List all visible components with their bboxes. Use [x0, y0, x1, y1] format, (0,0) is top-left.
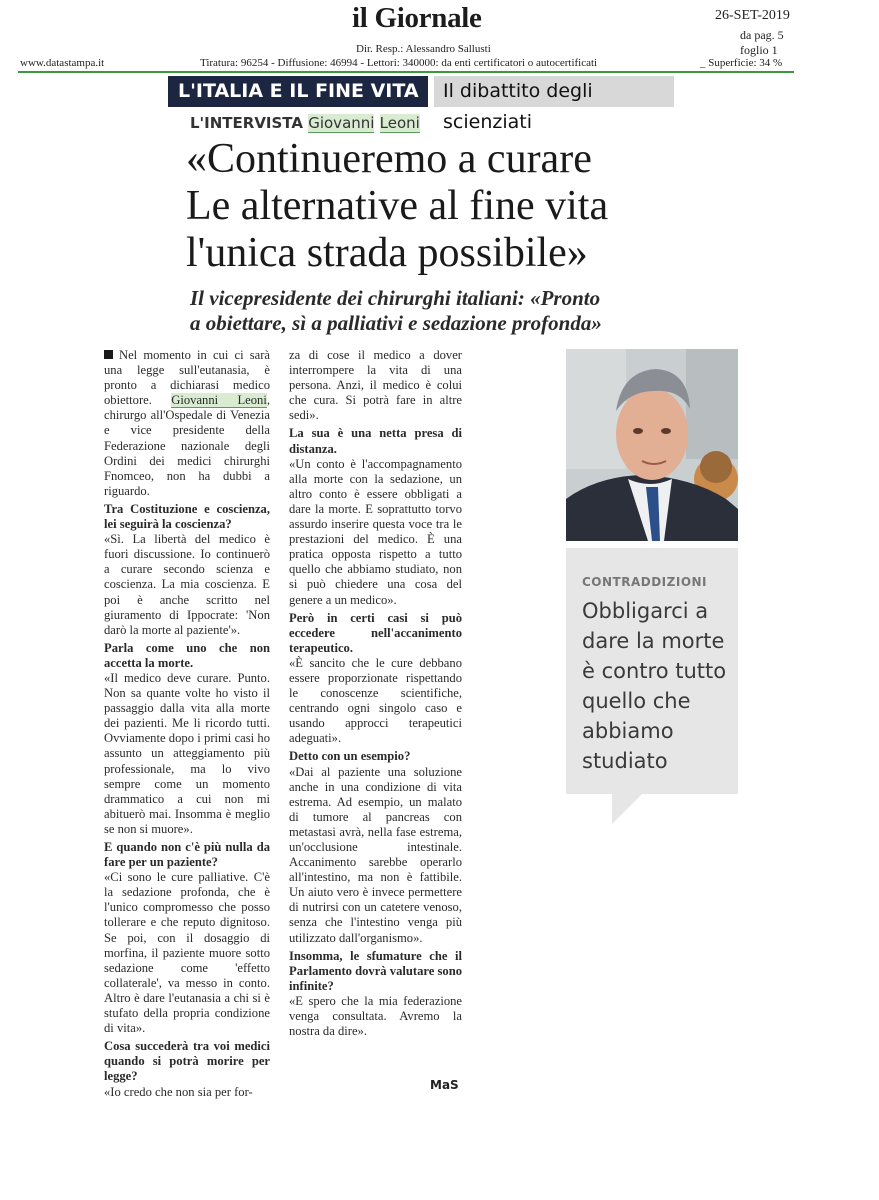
interviewee-photo [566, 349, 738, 541]
surface-info: _ Superficie: 34 % [700, 57, 783, 69]
kicker-label: L'INTERVISTA [190, 114, 309, 132]
answer: «Io credo che non sia per for- [104, 1084, 253, 1099]
interviewee-name: Giovanni Leoni [171, 393, 267, 408]
question: Però in certi casi si può eccedere nell'accanimento terapeutico. [289, 610, 462, 655]
answer: «Un conto è l'accompagnamento alla morte con la sedazione, un altro conto è essere obbligati a dare la morte. E soprattutto torvo assurdo inserire questa voce tra le prestazioni del medico. È una pratica opposta rispetto a tutto quello che abbiamo studiato, non si può chiedere una cosa del genere a un medico». [289, 456, 462, 607]
answer: «È sancito che le cure debbano essere proporzionate rispettando le conoscenze scientifiche, centrando ogni singolo caso e usando approcci terapeutici adeguati». [289, 655, 462, 746]
question: Parla come uno che non accetta la morte. [104, 640, 270, 670]
pull-quote-label: CONTRADDIZIONI [582, 575, 708, 589]
page-reference: da pag. 5 [740, 28, 784, 42]
section-label: L'ITALIA E IL FINE VITA [168, 76, 428, 107]
answer: «E spero che la mia federazione venga consultata. Avremo la nostra da dire». [289, 993, 462, 1039]
sheet-number: foglio 1 [740, 43, 778, 57]
date: 26-SET-2019 [715, 8, 790, 23]
question: Cosa succederà tra voi medici quando si potrà morire per legge? [104, 1039, 270, 1084]
subheadline-line: a obiettare, sì a palliativi e sedazione profonda» [190, 311, 602, 335]
kicker [190, 114, 420, 132]
headline [186, 136, 786, 277]
question: Tra Costituzione e coscienza, lei seguirà la coscienza? [104, 501, 270, 532]
intro-paragraph: Nel momento in cui ci sarà una legge sull'eutanasia, è pronto a dichiarasi medico obiettore. Giovanni Leoni, chirurgo all'Ospedale di Venezia e vice presidente della Federazione nazionale degli Ordini dei medici chirurghi Fnomceo, non ha dubbi a riguardo. [104, 348, 270, 498]
section-sublabel: Il dibattito degli scienziati [434, 76, 674, 107]
circulation-info: Tiratura: 96254 - Diffusione: 46994 - Lettori: 340000: da enti certificatori o autocertificati [200, 57, 598, 69]
headline-line: l'unica strada possibile» [186, 230, 588, 276]
pull-quote-text: Obbligarci a dare la morte è contro tutto quello che abbiamo studiato [582, 599, 727, 773]
subheadline-line: Il vicepresidente dei chirurghi italiani: «Pronto [190, 286, 601, 310]
question: Insomma, le sfumature che il Parlamento dovrà valutare sono infinite? [289, 948, 462, 993]
article-column-1 [104, 348, 270, 1100]
portrait-image [566, 349, 738, 541]
kicker-first-name: Giovanni [308, 114, 375, 132]
header-divider [18, 71, 794, 73]
question: E quando non c'è più nulla da fare per un paziente? [104, 840, 270, 870]
author-signature: MaS [430, 1078, 459, 1092]
kicker-last-name: Leoni [379, 114, 420, 132]
article-column-2 [289, 348, 462, 1039]
bullet-square-icon [104, 350, 113, 359]
subheadline [190, 286, 750, 336]
question: La sua è una netta presa di distanza. [289, 426, 462, 456]
headline-line: Le alternative al fine vita [186, 183, 609, 229]
answer: za di cose il medico a dover interrompere la vita di una persona. Anzi, il medico è colui che cura. Si potrà fare in altre sedi». [289, 348, 462, 423]
speech-bubble-tail-icon [612, 794, 642, 824]
answer: «Sì. La libertà del medico è fuori discussione. Io continuerò a curare secondo scienza e coscienza. La mia coscienza. E poi è anche scritto nel giuramento di Ippocrate: 'Non darò la morte al paziente'». [104, 532, 270, 637]
answer: «Il medico deve curare. Punto. Non sa quante volte ho visto il passaggio dalla vita alla morte dei pazienti. Me li ricordo tutti. Ovviamente dopo i primi casi ho assunto un atteggiamento più professionale, ma lo vivo sempre come un momento drammatico a cui non mi abituerò mai. Insomma è meglio se non si muore». [104, 670, 270, 836]
question: Detto con un esempio? [289, 749, 411, 764]
answer: «Ci sono le cure palliative. C'è la sedazione profonda, che è l'unico compromesso che posso tollerare e che reputo dignitoso. Se poi, con il dosaggio di morfina, il paziente muore sotto sedazione come 'effetto collaterale', va messo in conto. Altro è dare l'eutanasia a chi si è stufato della propria condizione di vita». [104, 870, 270, 1036]
masthead: il Giornale [352, 2, 482, 34]
editor-in-chief: Dir. Resp.: Alessandro Sallusti [356, 43, 491, 55]
answer: «Dai al paziente una soluzione anche in una condizione di vita estrema. Ad esempio, un malato di tumore al pancreas con metastasi avrà, nella fase estrema, un'occlusione intestinale. Accanimento sarebbe operarlo all'intestino, ma non è fattibile. Un aiuto vero è invece permettere di nutrirsi con un catetere venoso, senza che l'intestino venga più utilizzato dall'organismo». [289, 764, 462, 945]
source-site: www.datastampa.it [20, 57, 105, 69]
headline-line: «Continueremo a curare [186, 136, 592, 182]
